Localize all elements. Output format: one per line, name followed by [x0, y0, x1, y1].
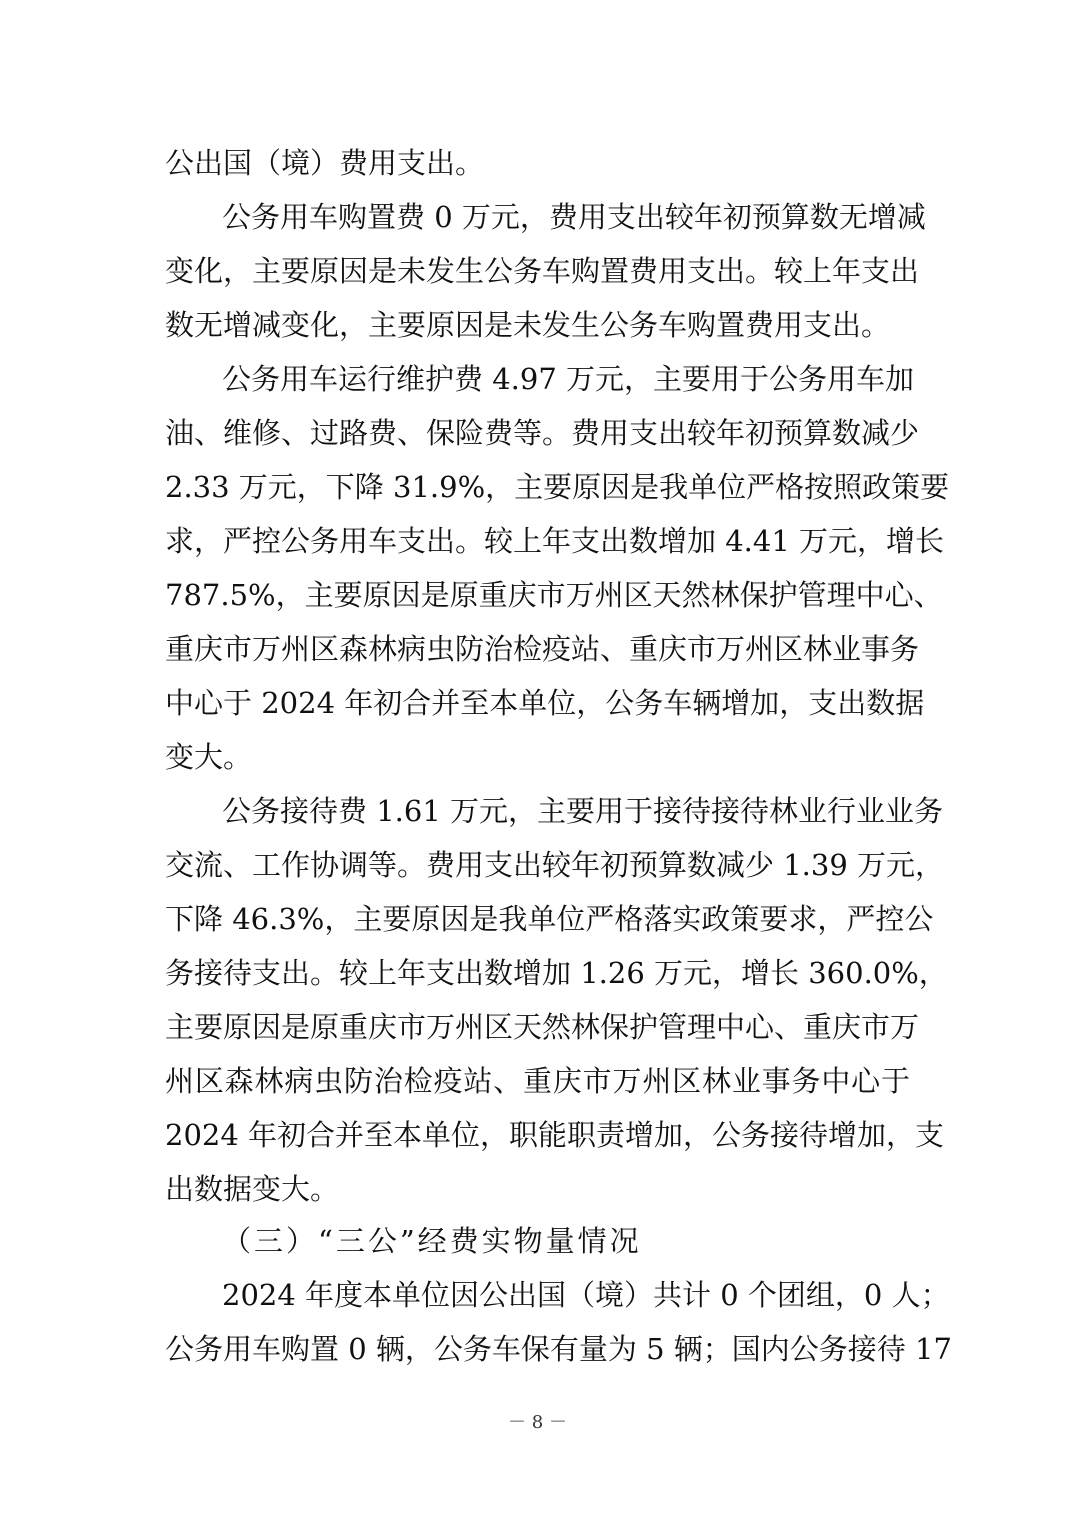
paragraph-line: 求，严控公务用车支出。较上年支出数增加 4.41 万元，增长 [165, 524, 945, 558]
paragraph-line: 务接待支出。较上年支出数增加 1.26 万元，增长 360.0%， [165, 956, 948, 990]
paragraph-line: 2024 年度本单位因公出国（境）共计 0 个团组，0 人； [222, 1278, 950, 1312]
paragraph-line: 主要原因是原重庆市万州区天然林保护管理中心、重庆市万 [165, 1010, 920, 1044]
paragraph-line: 公出国（境）费用支出。 [165, 146, 485, 180]
paragraph-line: 数无增减变化，主要原因是未发生公务车购置费用支出。 [165, 308, 891, 342]
paragraph-line: 变化，主要原因是未发生公务车购置费用支出。较上年支出 [165, 254, 920, 288]
paragraph-line: 2.33 万元，下降 31.9%，主要原因是我单位严格按照政策要 [165, 470, 950, 504]
paragraph-line: 交流、工作协调等。费用支出较年初预算数减少 1.39 万元， [165, 848, 945, 882]
paragraph-line: 公务用车运行维护费 4.97 万元，主要用于公务用车加 [222, 362, 915, 396]
paragraph-line: 787.5%，主要原因是原重庆市万州区天然林保护管理中心、 [165, 578, 943, 612]
section-heading: （三）“三公”经费实物量情况 [222, 1224, 642, 1258]
paragraph-line: 州区森林病虫防治检疫站、重庆市万州区林业事务中心于 [165, 1064, 910, 1098]
paragraph-line: 重庆市万州区森林病虫防治检疫站、重庆市万州区林业事务 [165, 632, 920, 666]
paragraph-line: 出数据变大。 [165, 1172, 340, 1206]
page-number: － 8 － [508, 1412, 567, 1433]
paragraph-line: 中心于 2024 年初合并至本单位，公务车辆增加，支出数据 [165, 686, 925, 720]
paragraph-line: 变大。 [165, 740, 253, 774]
paragraph-line: 下降 46.3%，主要原因是我单位严格落实政策要求，严控公 [165, 902, 934, 936]
paragraph-line: 油、维修、过路费、保险费等。费用支出较年初预算数减少 [165, 416, 920, 450]
paragraph-line: 公务用车购置 0 辆，公务车保有量为 5 辆；国内公务接待 17 [165, 1332, 952, 1366]
paragraph-line: 公务接待费 1.61 万元，主要用于接待接待林业行业业务 [222, 794, 944, 828]
paragraph-line: 2024 年初合并至本单位，职能职责增加，公务接待增加，支 [165, 1118, 945, 1152]
paragraph-line: 公务用车购置费 0 万元，费用支出较年初预算数无增减 [222, 200, 926, 234]
